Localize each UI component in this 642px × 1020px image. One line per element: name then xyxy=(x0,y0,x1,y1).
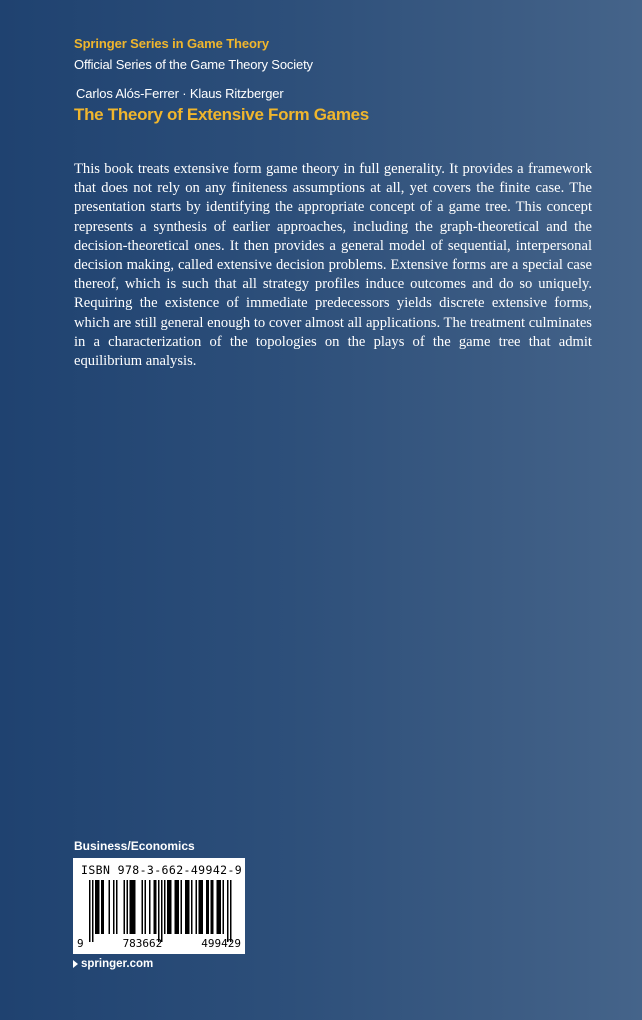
publisher-link-text[interactable]: springer.com xyxy=(81,958,154,970)
barcode-bar xyxy=(230,880,232,942)
barcode-bar xyxy=(191,880,193,934)
barcode-bar xyxy=(206,880,209,934)
barcode-bar xyxy=(101,880,104,934)
barcode-bar xyxy=(175,880,180,934)
barcode-bar xyxy=(92,880,94,942)
category-label: Business/Economics xyxy=(74,839,195,853)
barcode-bar xyxy=(142,880,144,934)
series-subtitle: Official Series of the Game Theory Society xyxy=(74,57,313,72)
isbn-label: ISBN 978-3-662-49942-9 xyxy=(81,863,243,877)
barcode-digits xyxy=(77,937,241,950)
barcode-bar xyxy=(89,880,91,942)
barcode-digit-group: 9 xyxy=(77,937,84,950)
barcode-bar xyxy=(196,880,198,934)
barcode-bar xyxy=(227,880,229,942)
barcode-bar xyxy=(161,880,163,942)
barcode-bar xyxy=(158,880,160,942)
barcode-bar xyxy=(113,880,115,934)
barcode-bar xyxy=(116,880,118,934)
barcode-digit-group: 783662 xyxy=(122,937,163,950)
barcode-bar xyxy=(154,880,157,934)
barcode-bar xyxy=(164,880,166,934)
barcode-bar xyxy=(185,880,190,934)
triangle-right-icon xyxy=(73,960,78,968)
book-description: This book treats extensive form game theory in full generality. It provides a framework that does not rely on any finiteness assumptions at all, yet covers the finite case. The presentation starts by identifying the appropriate concept of a game tree. This concept represents a synthesis of earlier approaches, including the graph-theoretical and the decision-theoretical ones. It then provides a general model of sequential, interpersonal decision making, called extensive decision problems. Extensive forms are a special case thereof, which is such that all strategy profiles induce outcomes and do so uniquely. Requiring the existence of immediate predecessors yields discrete extensive forms, which are still general enough to cover almost all applications. The treatment culminates in a characterization of the topologies on the plays of the game tree that admit equilibrium analysis. xyxy=(74,161,592,370)
authors: Carlos Alós-Ferrer · Klaus Ritzberger xyxy=(76,86,284,101)
publisher-link[interactable] xyxy=(73,958,153,970)
series-title: Springer Series in Game Theory xyxy=(74,36,269,51)
barcode-bar xyxy=(199,880,204,934)
barcode-bar xyxy=(130,880,136,934)
barcode-bar xyxy=(145,880,147,934)
barcode-digit-group: 499429 xyxy=(201,937,241,950)
isbn-barcode xyxy=(73,858,245,954)
barcode-bar xyxy=(127,880,129,934)
barcode-bar xyxy=(95,880,100,934)
book-title: The Theory of Extensive Form Games xyxy=(74,105,369,124)
barcode-bar xyxy=(211,880,214,934)
barcode-bar xyxy=(149,880,151,934)
barcode-bar xyxy=(223,880,225,934)
barcode-bar xyxy=(124,880,126,934)
barcode-bar xyxy=(181,880,183,934)
barcode-bar xyxy=(167,880,172,934)
barcode-bar xyxy=(109,880,111,934)
barcode-bar xyxy=(217,880,222,934)
